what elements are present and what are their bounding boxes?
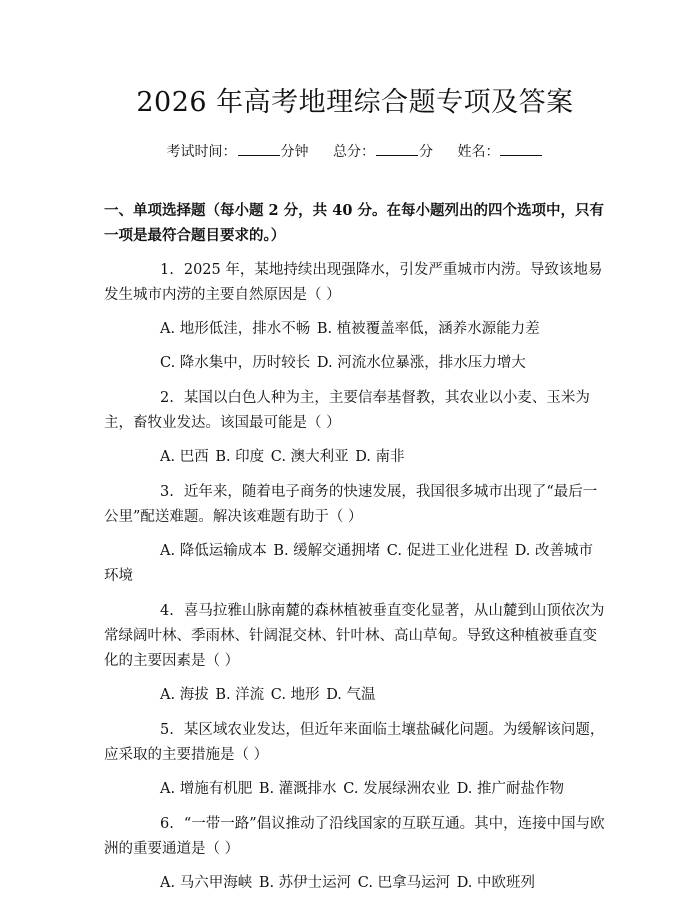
exam-time-label: 考试时间： [166, 144, 237, 160]
question-list [104, 258, 606, 896]
question-text: 喜马拉雅山脉南麓的森林植被垂直变化显著，从山麓到山顶依次为常绿阔叶林、季雨林、针阔混交林、针叶林、高山草甸。导致这种植被垂直变化的主要因素是（ ） [104, 603, 605, 669]
question-text: “一带一路”倡议推动了沿线国家的互联互通。其中，连接中国与欧洲的重要通道是（ ） [104, 816, 605, 857]
answer-option: A. 地形低洼，排水不畅 [160, 321, 311, 337]
name-label: 姓名： [457, 144, 500, 160]
question-item [104, 812, 606, 896]
question-stem [104, 812, 606, 862]
answer-option: A. 巴西 [160, 449, 209, 465]
answer-option: C. 发展绿洲农业 [343, 781, 451, 797]
answer-option: B. 植被覆盖率低，涵养水源能力差 [316, 321, 540, 337]
question-text: 2025 年，某地持续出现强降水，引发严重城市内涝。导致该地易发生城市内涝的主要自然原因是（ ） [104, 262, 603, 303]
question-stem [104, 599, 606, 674]
total-score-label: 总分： [333, 144, 375, 160]
question-item [104, 386, 606, 470]
answer-option: C. 巴拿马运河 [357, 875, 451, 891]
answer-option: D. 南非 [355, 449, 405, 465]
option-line [104, 317, 606, 342]
answer-option: A. 增施有机肥 [160, 781, 253, 797]
answer-option: A. 海拔 [160, 687, 209, 703]
question-item [104, 258, 606, 376]
option-line [104, 539, 606, 589]
question-item [104, 599, 606, 708]
question-number: 3. [160, 484, 174, 500]
answer-option: C. 澳大利亚 [270, 449, 349, 465]
question-item [104, 718, 606, 802]
question-stem [104, 480, 606, 530]
question-number: 1. [160, 262, 174, 278]
question-number: 5. [160, 722, 174, 738]
answer-option: C. 地形 [270, 687, 320, 703]
answer-option: C. 促进工业化进程 [386, 543, 509, 559]
name-blank [500, 141, 542, 156]
option-line [104, 683, 606, 708]
total-score-field [333, 141, 433, 162]
page-title: 2026 年高考地理综合题专项及答案 [136, 87, 574, 118]
name-field [457, 141, 543, 162]
question-text: 近年来，随着电子商务的快速发展，我国很多城市出现了“最后一公里”配送难题。解决该难题有助于（ ） [104, 484, 598, 525]
option-line [104, 351, 606, 376]
question-stem [104, 718, 606, 768]
question-number: 2. [160, 390, 174, 406]
section-heading: 一、单项选择题（每小题 2 分，共 40 分。在每小题列出的四个选项中，只有一项是最符合题目要求的。） [104, 202, 604, 244]
question-text: 某国以白色人种为主，主要信奉基督教，其农业以小麦、玉米为主，畜牧业发达。该国最可能是（ ） [104, 390, 590, 431]
answer-option: C. 降水集中，历时较长 [160, 355, 311, 371]
question-item [104, 480, 606, 589]
option-line [104, 445, 606, 470]
option-line [104, 777, 606, 802]
option-line [104, 871, 606, 896]
question-stem [104, 386, 606, 436]
answer-option: D. 推广耐盐作物 [456, 781, 565, 797]
exam-time-unit: 分钟 [280, 144, 309, 160]
exam-time-blank [238, 141, 280, 156]
answer-option: B. 灌溉排水 [258, 781, 337, 797]
total-score-unit: 分 [419, 144, 433, 160]
answer-option: A. 降低运输成本 [160, 543, 267, 559]
answer-option: D. 改善城市环境 [104, 543, 594, 584]
question-number: 6. [160, 816, 174, 832]
question-stem [104, 258, 606, 308]
total-score-blank [376, 141, 418, 156]
answer-option: D. 河流水位暴涨，排水压力增大 [316, 355, 526, 371]
answer-option: B. 洋流 [215, 687, 265, 703]
exam-info-line [104, 141, 606, 162]
answer-option: D. 中欧班列 [456, 875, 536, 891]
answer-option: A. 马六甲海峡 [160, 875, 253, 891]
question-text: 某区域农业发达，但近年来面临土壤盐碱化问题。为缓解该问题，应采取的主要措施是（ ） [104, 722, 605, 763]
answer-option: B. 苏伊士运河 [258, 875, 352, 891]
answer-option: B. 印度 [215, 449, 265, 465]
answer-option: D. 气温 [326, 687, 376, 703]
question-number: 4. [160, 603, 174, 619]
answer-option: B. 缓解交通拥堵 [273, 543, 381, 559]
exam-time-field [167, 141, 309, 162]
